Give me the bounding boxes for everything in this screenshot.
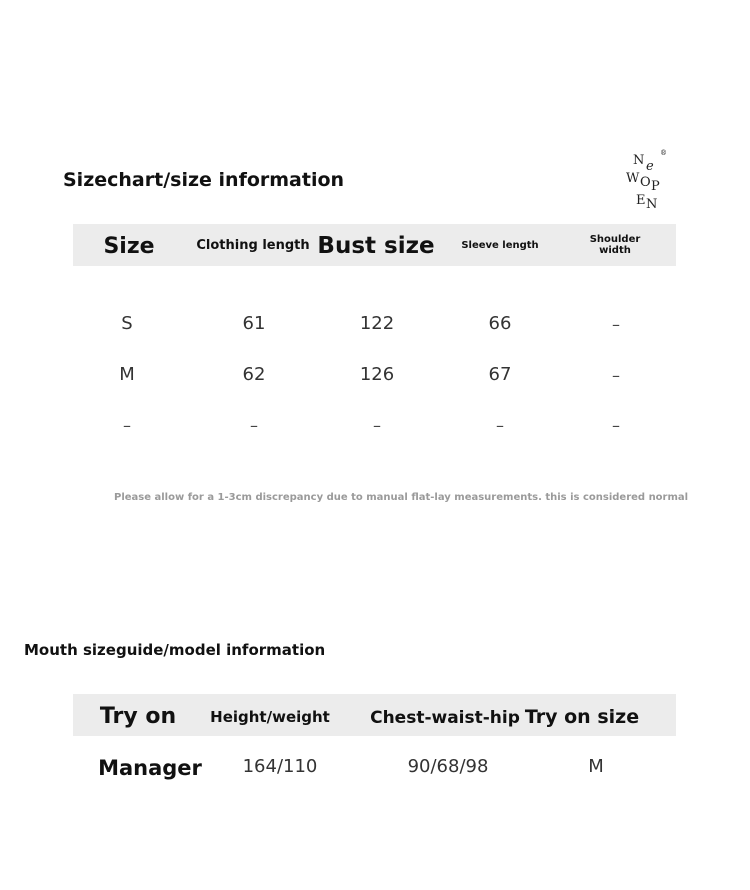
logo-letter: N	[633, 153, 645, 168]
logo-registered-mark: ®	[660, 149, 667, 157]
logo-letter: O	[640, 175, 651, 190]
table-cell: M	[119, 364, 135, 385]
measurement-note: Please allow for a 1-3cm discrepancy due to manual flat-lay measurements. this is considered normal	[114, 492, 689, 503]
brand-logo	[622, 150, 670, 214]
size-chart-title: Sizechart/size information	[63, 169, 345, 191]
table-cell: S	[121, 313, 133, 334]
table-cell: 66	[488, 313, 512, 334]
model-info-title: Mouth sizeguide/model information	[24, 641, 326, 659]
model-name: Manager	[98, 756, 202, 780]
table-cell: –	[496, 416, 504, 435]
logo-letter: N	[646, 197, 658, 212]
logo-letter: E	[636, 193, 646, 208]
logo-letter: e	[646, 159, 654, 174]
logo-letter: W	[626, 171, 640, 186]
table-cell: –	[250, 416, 258, 435]
table-cell: –	[612, 416, 620, 435]
table-cell: –	[123, 416, 131, 435]
table-cell: –	[612, 315, 620, 334]
model-try-on-size: M	[588, 756, 604, 777]
table-cell: 126	[359, 364, 395, 385]
header-sleeve-length: Sleeve length	[461, 240, 539, 251]
table-cell: –	[612, 366, 620, 385]
header-shoulder-line-2: width	[599, 245, 631, 256]
model-height-weight: 164/110	[242, 756, 318, 777]
header-clothing-length: Clothing length	[196, 238, 310, 253]
header-shoulder-line-1: Shoulder	[589, 234, 641, 245]
model-measurements: 90/68/98	[407, 756, 489, 777]
header-height-weight: Height/weight	[210, 708, 330, 726]
table-cell: 67	[488, 364, 512, 385]
header-try-on: Try on	[99, 704, 177, 729]
logo-letter: P	[651, 179, 660, 194]
table-cell: 122	[359, 313, 395, 334]
header-size: Size	[103, 234, 155, 259]
table-cell: –	[373, 416, 381, 435]
header-chest-waist-hip: Chest-waist-hip	[370, 708, 520, 728]
table-cell: 61	[242, 313, 266, 334]
table-cell: 62	[242, 364, 266, 385]
header-try-on-size: Try on size	[524, 706, 640, 728]
header-shoulder-width	[590, 234, 641, 256]
header-bust-size: Bust size	[317, 233, 435, 259]
